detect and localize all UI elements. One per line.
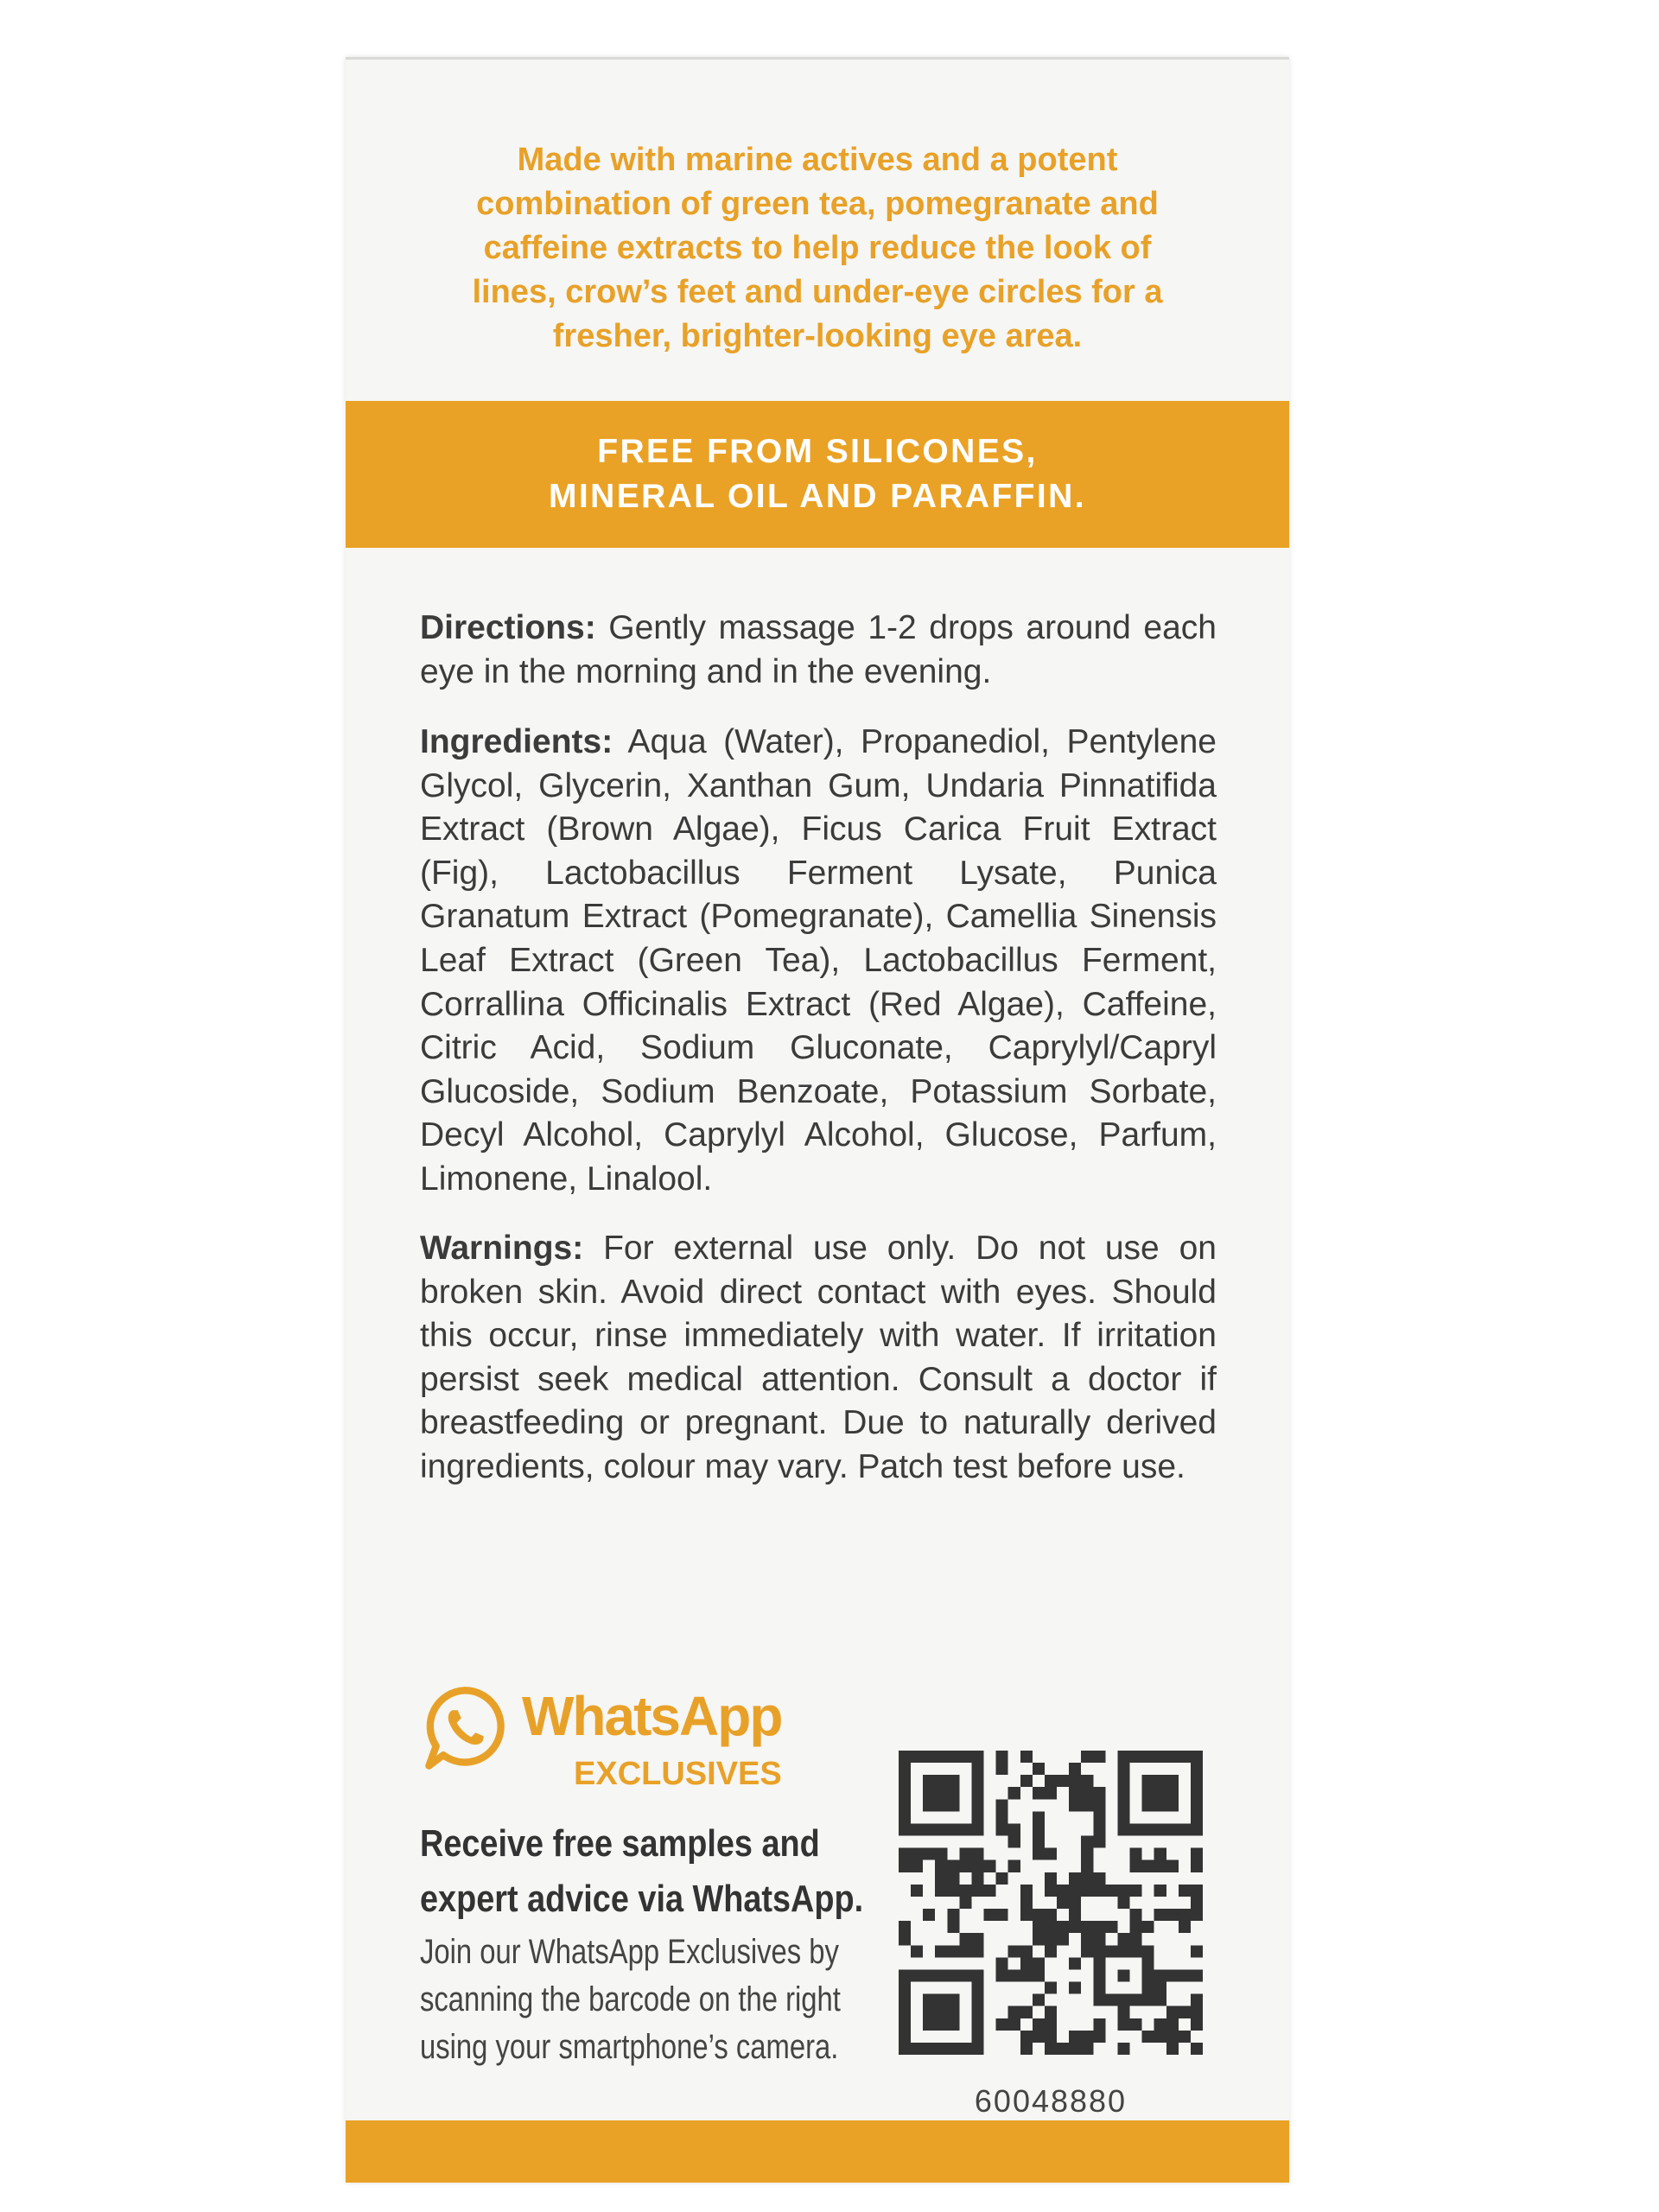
qr-code-number: 60048880 [974, 2083, 1128, 2119]
ingredients-text: Aqua (Water), Propanediol, Pentylene Glycol, Glycerin, Xanthan Gum, Undaria Pinnatifida Extract (Brown Algae), Ficus Carica Fruit Extract (Fig), Lactobacillus Ferment Lysate, Punica Granatum Extract (Pomegranate), Camellia Sinensis Leaf Extract (Green Tea), Lactobacillus Ferment, Corrallina Officinalis Extract (Red Algae), Caffeine, Citric Acid, Sodium Gluconate, Caprylyl/Capryl Glucoside, Sodium Benzoate, Potassium Sorbate, Decyl Alcohol, Caprylyl Alcohol, Glucose, Parfum, Limonene, Linalool. [420, 723, 1217, 1198]
whatsapp-lead [420, 1816, 874, 1927]
whatsapp-lead-line: Receive free samples and [420, 1822, 820, 1865]
intro-line: combination of green tea, pomegranate and [476, 186, 1159, 222]
directions-label: Directions: [420, 609, 596, 646]
directions-section [420, 607, 1217, 694]
product-box-panel [346, 57, 1289, 2183]
whatsapp-promo [420, 1681, 869, 2071]
whatsapp-body [420, 1929, 874, 2071]
banner-line-1: FREE FROM SILICONES, [597, 433, 1038, 470]
qr-code-icon[interactable] [899, 1751, 1203, 2055]
footer-band [346, 2120, 1289, 2183]
warnings-text: For external use only. Do not use on broken skin. Avoid direct contact with eyes. Should this occur, rinse immediately with water. If irritation persist seek medical attention. Consult a doctor if breastfeeding or pregnant. Due to naturally derived ingredients, colour may vary. Patch test before use. [420, 1230, 1217, 1485]
warnings-label: Warnings: [420, 1230, 584, 1267]
whatsapp-body-line: using your smartphone’s camera. [420, 2028, 839, 2066]
whatsapp-body-line: Join our WhatsApp Exclusives by [420, 1933, 839, 1971]
intro-line: caffeine extracts to help reduce the look of [483, 230, 1152, 266]
banner-line-2: MINERAL OIL AND PARAFFIN. [549, 478, 1086, 515]
free-from-banner [346, 401, 1289, 548]
intro-line: Made with marine actives and a potent [517, 142, 1118, 178]
whatsapp-title: WhatsApp [522, 1685, 782, 1747]
directions-text: Gently massage 1-2 drops around each eye in the morning and in the evening. [420, 609, 1217, 690]
whatsapp-body-line: scanning the barcode on the right [420, 1980, 841, 2018]
intro-line: fresher, brighter-looking eye area. [552, 318, 1083, 354]
ingredients-section [420, 721, 1217, 1202]
whatsapp-subtitle: EXCLUSIVES [574, 1756, 782, 1792]
warnings-section [420, 1227, 1217, 1490]
whatsapp-lead-line: expert advice via WhatsApp. [420, 1878, 864, 1920]
intro-text [415, 138, 1220, 359]
ingredients-label: Ingredients: [420, 723, 613, 760]
whatsapp-icon [420, 1683, 510, 1773]
intro-line: lines, crow’s feet and under-eye circles for a [472, 274, 1163, 310]
whatsapp-header [420, 1681, 869, 1811]
